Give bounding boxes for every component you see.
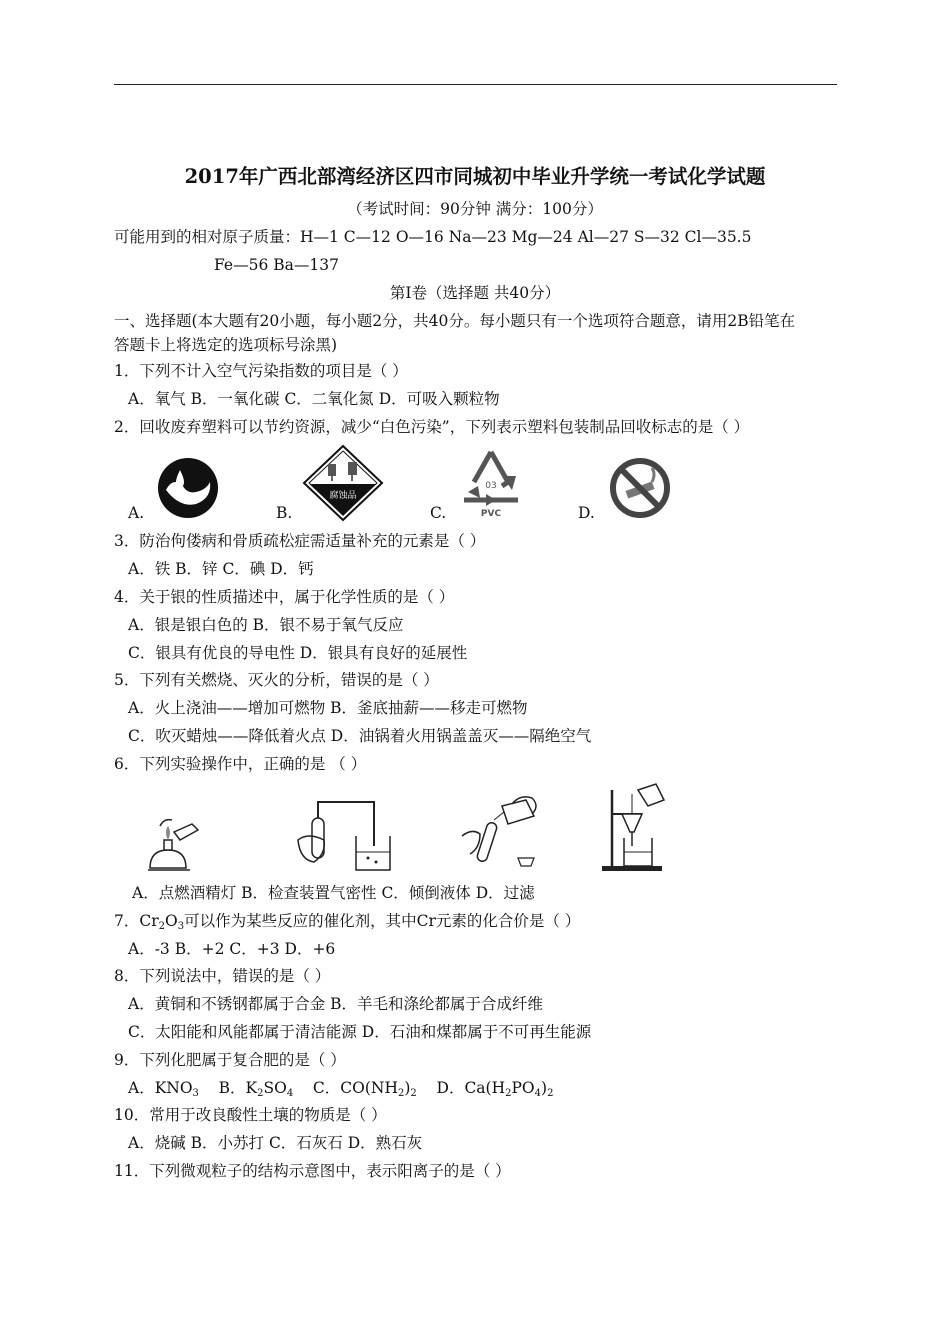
q10-stem: 10．常用于改良酸性土壤的物质是（ ） [114,1106,387,1124]
q9-options: A．$KNO_3$ B．$K_2SO_4$ C．$CO(NH_2)_2$ D．$Ca(H_2PO_4)_2$ [128,1079,554,1099]
q7-options: A．-3 B．+2 C．+3 D．+6 [128,940,336,958]
q4-options-row2: C．银具有优良的导电性 D．银具有良好的延展性 [128,644,468,662]
section-instructions-line2: 答题卡上将选定的选项标号涂黑) [114,336,338,354]
q5-options-row1: A．火上浇油——增加可燃物 B．釜底抽薪——移走可燃物 [128,699,528,717]
q4-options-row1: A．银是银白色的 B．银不易于氧气反应 [128,616,404,634]
q2-label-d: D. [578,504,595,522]
water-drop-sign-icon [156,456,220,520]
alcohol-lamp-lighting-icon [144,810,204,874]
q6-options: A．点燃酒精灯 B．检查装置气密性 C．倾倒液体 D．过滤 [132,884,535,902]
recycle-number: 03 [485,481,497,491]
recycle-pvc-sign-icon [456,446,526,520]
q3-options: A．铁 B．锌 C．碘 D．钙 [128,560,314,578]
atomic-masses-line2: Fe—56 Ba—137 [214,256,339,274]
q6-stem: 6．下列实验操作中，正确的是 （ ） [114,755,367,773]
airtightness-check-apparatus-icon [294,796,394,876]
atomic-masses-line1: 可能用到的相对原子质量：H—1 C—12 O—16 Na—23 Mg—24 Al—27 S—32 Cl—35.5 [114,228,752,246]
q2-label-c: C. [430,504,447,522]
q10-options: A．烧碱 B．小苏打 C．石灰石 D．熟石灰 [128,1134,423,1152]
q8-options-row2: C．太阳能和风能都属于清洁能源 D．石油和煤都属于不可再生能源 [128,1023,592,1041]
top-rule [114,84,837,85]
q4-stem: 4．关于银的性质描述中，属于化学性质的是（ ） [114,588,455,606]
q9-stem: 9．下列化肥属于复合肥的是（ ） [114,1051,346,1069]
filtration-apparatus-icon [598,780,678,874]
stopper-icon [516,856,536,868]
corrosive-hazard-sign-icon [302,444,384,522]
q11-stem: 11．下列微观粒子的结构示意图中，表示阳离子的是（ ） [114,1162,511,1180]
q5-options-row2: C．吹灭蜡烛——降低着火点 D．油锅着火用锅盖盖灭——隔绝空气 [128,727,592,745]
section-instructions-line1: 一、选择题(本大题有20小题，每小题2分，共40分。每小题只有一个选项符合题意，请用2B铅笔在 [114,312,796,330]
q2-stem: 2．回收废弃塑料可以节约资源，减少“白色污染”，下列表示塑料包装制品回收标志的是（ ） [114,418,750,436]
q1-options: A．氧气 B．一氧化碳 C．二氧化氮 D．可吸入颗粒物 [128,390,500,408]
q5-stem: 5．下列有关燃烧、灭火的分析，错误的是（ ） [114,671,439,689]
corrosive-label: 腐蚀品 [329,491,357,501]
q3-stem: 3．防治佝偻病和骨质疏松症需适量补充的元素是（ ） [114,532,486,550]
exam-title: 2017年广西北部湾经济区四市同城初中毕业升学统一考试化学试题 [184,165,766,188]
exam-subtitle: （考试时间：90分钟 满分：100分） [347,200,603,218]
q8-stem: 8．下列说法中，错误的是（ ） [114,967,331,985]
q2-label-a: A. [128,504,145,522]
recycle-material: PVC [480,509,502,519]
part-title: 第Ⅰ卷（选择题 共40分） [389,284,561,302]
q7-stem: 7．$Cr_2O_3$可以作为某些反应的催化剂，其中Cr元素的化合价是（ ） [114,912,581,932]
q8-options-row1: A．黄铜和不锈钢都属于合金 B．羊毛和涤纶都属于合成纤维 [128,995,544,1013]
no-smoking-sign-icon [608,456,672,520]
q1-stem: 1．下列不计入空气污染指数的项目是（ ） [114,362,408,380]
q2-label-b: B. [276,504,293,522]
